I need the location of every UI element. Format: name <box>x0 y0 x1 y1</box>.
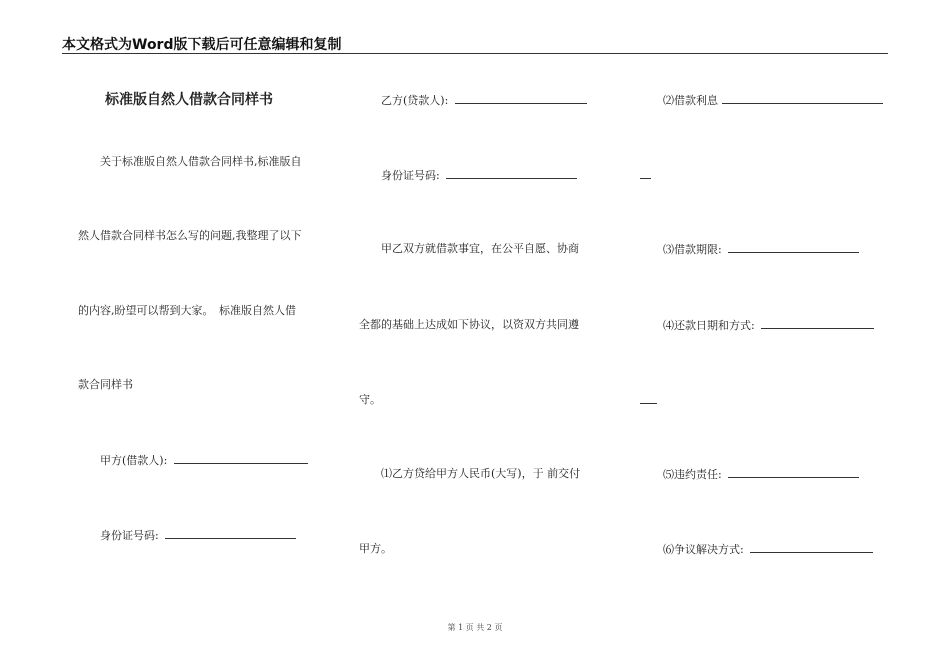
party-b-label: 乙方(贷款人): <box>381 94 449 107</box>
interest-label: ⑵借款利息 <box>663 94 718 107</box>
breach-blank <box>728 467 859 478</box>
repayment-field <box>663 318 874 333</box>
interest-continuation <box>640 168 651 183</box>
paragraph-line: ⑴乙方贷给甲方人民币(大写)，于 前交付 <box>381 467 581 480</box>
term-blank <box>728 242 859 253</box>
paragraph-line: 全都的基础上达成如下协议，以资双方共同遵 <box>359 318 579 331</box>
repayment-label: ⑷还款日期和方式: <box>663 319 755 332</box>
interest-blank <box>722 93 883 104</box>
interest-field <box>663 93 883 108</box>
dispute-blank <box>750 542 873 553</box>
breach-label: ⑸违约责任: <box>663 468 722 481</box>
document-title: 标准版自然人借款合同样书 <box>105 92 273 108</box>
paragraph-line: 甲乙双方就借款事宜，在公平自愿、协商 <box>381 242 579 255</box>
party-a-blank <box>174 453 308 464</box>
repayment-continuation <box>640 393 657 408</box>
id-b-label: 身份证号码: <box>381 169 440 182</box>
dispute-label: ⑹争议解决方式: <box>663 543 744 556</box>
paragraph-line: 的内容,盼望可以帮到大家。 标准版自然人借 <box>78 304 296 317</box>
repayment-blank <box>761 318 874 329</box>
paragraph-line: 守。 <box>359 393 381 406</box>
id-b-field <box>381 168 577 183</box>
id-a-blank <box>165 528 296 539</box>
breach-field <box>663 467 859 482</box>
header-divider <box>62 53 888 54</box>
party-a-field <box>100 453 308 468</box>
paragraph-line: 然人借款合同样书怎么写的问题,我整理了以下 <box>78 229 302 242</box>
id-a-field <box>100 528 296 543</box>
id-a-label: 身份证号码: <box>100 529 159 542</box>
paragraph-line: 关于标准版自然人借款合同样书,标准版自 <box>100 155 302 168</box>
continuation-blank <box>640 393 657 404</box>
term-label: ⑶借款期限: <box>663 243 722 256</box>
paragraph-line: 款合同样书 <box>78 378 133 391</box>
continuation-blank <box>640 168 651 179</box>
id-b-blank <box>446 168 577 179</box>
term-field <box>663 242 859 257</box>
paragraph-line: 甲方。 <box>359 542 392 555</box>
page-number: 第 1 页 共 2 页 <box>447 623 503 632</box>
document-header-text: 本文格式为Word版下载后可任意编辑和复制 <box>62 37 342 53</box>
party-b-field <box>381 93 587 108</box>
party-b-blank <box>455 93 587 104</box>
dispute-field <box>663 542 873 557</box>
party-a-label: 甲方(借款人): <box>100 454 168 467</box>
